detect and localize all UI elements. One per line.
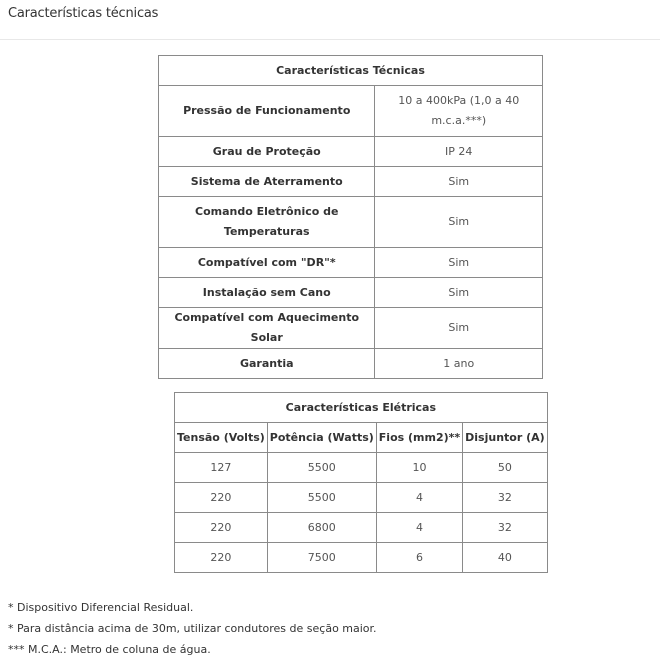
- spec-label: Compatível com Aquecimento Solar: [159, 308, 375, 349]
- footnotes: [8, 597, 377, 660]
- column-header: Potência (Watts): [267, 423, 376, 453]
- table-cell: 4: [376, 513, 462, 543]
- tech-table-title: Características Técnicas: [159, 56, 543, 86]
- table-row: [159, 278, 543, 308]
- spec-value: 10 a 400kPa (1,0 a 40 m.c.a.***): [375, 86, 543, 137]
- column-header: Fios (mm2)**: [376, 423, 462, 453]
- table-row: [159, 167, 543, 197]
- table-cell: 4: [376, 483, 462, 513]
- footnote: * Para distância acima de 30m, utilizar condutores de seção maior.: [8, 622, 377, 635]
- spec-label: Pressão de Funcionamento: [159, 86, 375, 137]
- table-row: [159, 349, 543, 379]
- column-header: Disjuntor (A): [463, 423, 548, 453]
- spec-value: Sim: [375, 167, 543, 197]
- section-title: Características técnicas: [8, 6, 159, 21]
- table-cell: 50: [463, 453, 548, 483]
- spec-label: Garantia: [159, 349, 375, 379]
- spec-value: Sim: [375, 278, 543, 308]
- table-row: [175, 543, 548, 573]
- table-cell: 6: [376, 543, 462, 573]
- footnote: * Dispositivo Diferencial Residual.: [8, 601, 194, 614]
- table-cell: 220: [175, 513, 268, 543]
- table-cell: 7500: [267, 543, 376, 573]
- table-row: [159, 308, 543, 349]
- spec-value: Sim: [375, 248, 543, 278]
- spec-label: Sistema de Aterramento: [159, 167, 375, 197]
- table-row: [159, 137, 543, 167]
- table-cell: 220: [175, 543, 268, 573]
- table-cell: 5500: [267, 453, 376, 483]
- table-cell: 32: [463, 513, 548, 543]
- spec-label: Instalação sem Cano: [159, 278, 375, 308]
- table-row: [159, 248, 543, 278]
- elec-table-title: Características Elétricas: [175, 393, 548, 423]
- table-row: [175, 453, 548, 483]
- table-cell: 10: [376, 453, 462, 483]
- spec-value: IP 24: [375, 137, 543, 167]
- spec-label: Grau de Proteção: [159, 137, 375, 167]
- spec-label: Compatível com "DR"*: [159, 248, 375, 278]
- column-header: Tensão (Volts): [175, 423, 268, 453]
- spec-value: Sim: [375, 197, 543, 248]
- table-cell: 220: [175, 483, 268, 513]
- section-divider: [0, 39, 660, 40]
- electrical-characteristics-table: [174, 392, 548, 573]
- table-cell: 127: [175, 453, 268, 483]
- spec-value: Sim: [375, 308, 543, 349]
- table-cell: 32: [463, 483, 548, 513]
- table-header-row: [175, 423, 548, 453]
- table-row: [159, 86, 543, 137]
- table-cell: 5500: [267, 483, 376, 513]
- table-cell: 40: [463, 543, 548, 573]
- table-cell: 6800: [267, 513, 376, 543]
- technical-characteristics-table: [158, 55, 543, 379]
- table-row: [175, 483, 548, 513]
- table-row: [175, 513, 548, 543]
- spec-label: Comando Eletrônico de Temperaturas: [159, 197, 375, 248]
- footnote: *** M.C.A.: Metro de coluna de água.: [8, 643, 211, 656]
- table-row: [159, 197, 543, 248]
- spec-value: 1 ano: [375, 349, 543, 379]
